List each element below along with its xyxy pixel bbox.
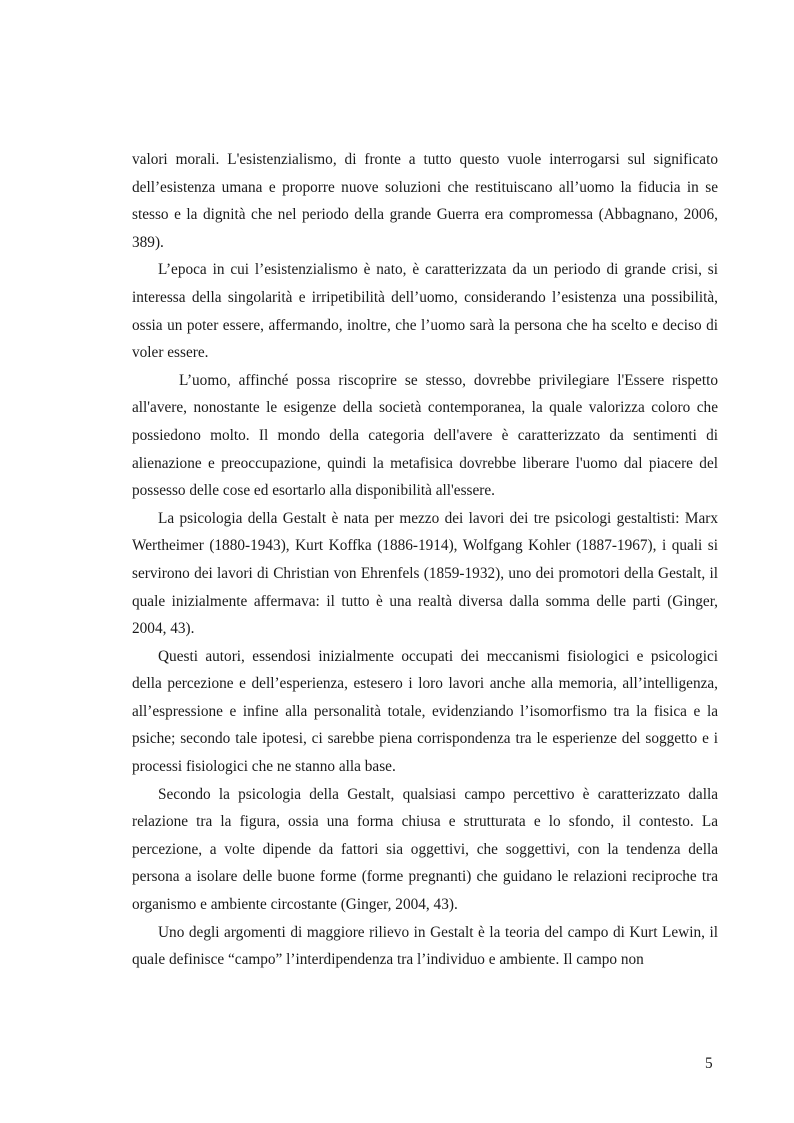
paragraph-gestalt-origins: La psicologia della Gestalt è nata per mezzo dei lavori dei tre psicologi gestaltisti: Marx Wertheimer (1880-1943), Kurt Koffka (1886-1914), Wolfgang Kohler (1887-1967), i quali si servirono dei lavori di Christian von Ehrenfels (1859-1932), uno dei promotori della Gestalt, il quale inizialmente affermava: il tutto è una realtà diversa dalla somma delle parti (Ginger, 2004, 43). (132, 509, 718, 638)
body-text (132, 146, 718, 974)
paragraph-existentialism-epoch: L’epoca in cui l’esistenzialismo è nato, è caratterizzata da un periodo di grande crisi, si interessa della singolarità e irripetibilità dell’uomo, considerando l’esistenza una possibilità, ossia un poter essere, affermando, inoltre, che l’uomo sarà la persona che ha scelto e deciso di voler essere. (132, 261, 718, 362)
page-number: 5 (705, 1055, 713, 1072)
paragraph-gestalt-authors: Questi autori, essendosi inizialmente occupati dei meccanismi fisiologici e psicologici della percezione e dell’esperienza, estesero i loro lavori anche alla memoria, all’intelligenza, all’espressione e infine alla personalità totale, evidenziando l’isomorfismo tra la fisica e la psiche; secondo tale ipotesi, ci sarebbe piena corrispondenza tra le esperienze del soggetto e i processi fisiologici che ne stanno alla base. (132, 647, 718, 776)
paragraph-continuation: valori morali. L'esistenzialismo, di fronte a tutto questo vuole interrogarsi sul significato dell’esistenza umana e proporre nuove soluzioni che restituiscano all’uomo la fiducia in se stesso e la dignità che nel periodo della grande Guerra era compromessa (Abbagnano, 2006, 389). (132, 151, 718, 251)
paragraph-essere-avere: L’uomo, affinché possa riscoprire se stesso, dovrebbe privilegiare l'Essere rispetto all'avere, nonostante le esigenze della società contemporanea, la quale valorizza coloro che possiedono molto. Il mondo della categoria dell'avere è caratterizzato da sentimenti di alienazione e preoccupazione, quindi la metafisica dovrebbe liberare l'uomo dal piacere del possesso delle cose ed esortarlo alla disponibilità all'essere. (132, 371, 718, 500)
paragraph-perceptive-field: Secondo la psicologia della Gestalt, qualsiasi campo percettivo è caratterizzato dalla relazione tra la figura, ossia una forma chiusa e strutturata e lo sfondo, il contesto. La percezione, a volte dipende da fattori sia oggettivi, che soggettivi, con la tendenza della persona a isolare delle buone forme (forme pregnanti) che guidano le relazioni reciproche tra organismo e ambiente circostante (Ginger, 2004, 43). (132, 785, 718, 914)
paragraph-field-theory: Uno degli argomenti di maggiore rilievo in Gestalt è la teoria del campo di Kurt Lewin, il quale definisce “campo” l’interdipendenza tra l’individuo e ambiente. Il campo non (132, 923, 718, 969)
